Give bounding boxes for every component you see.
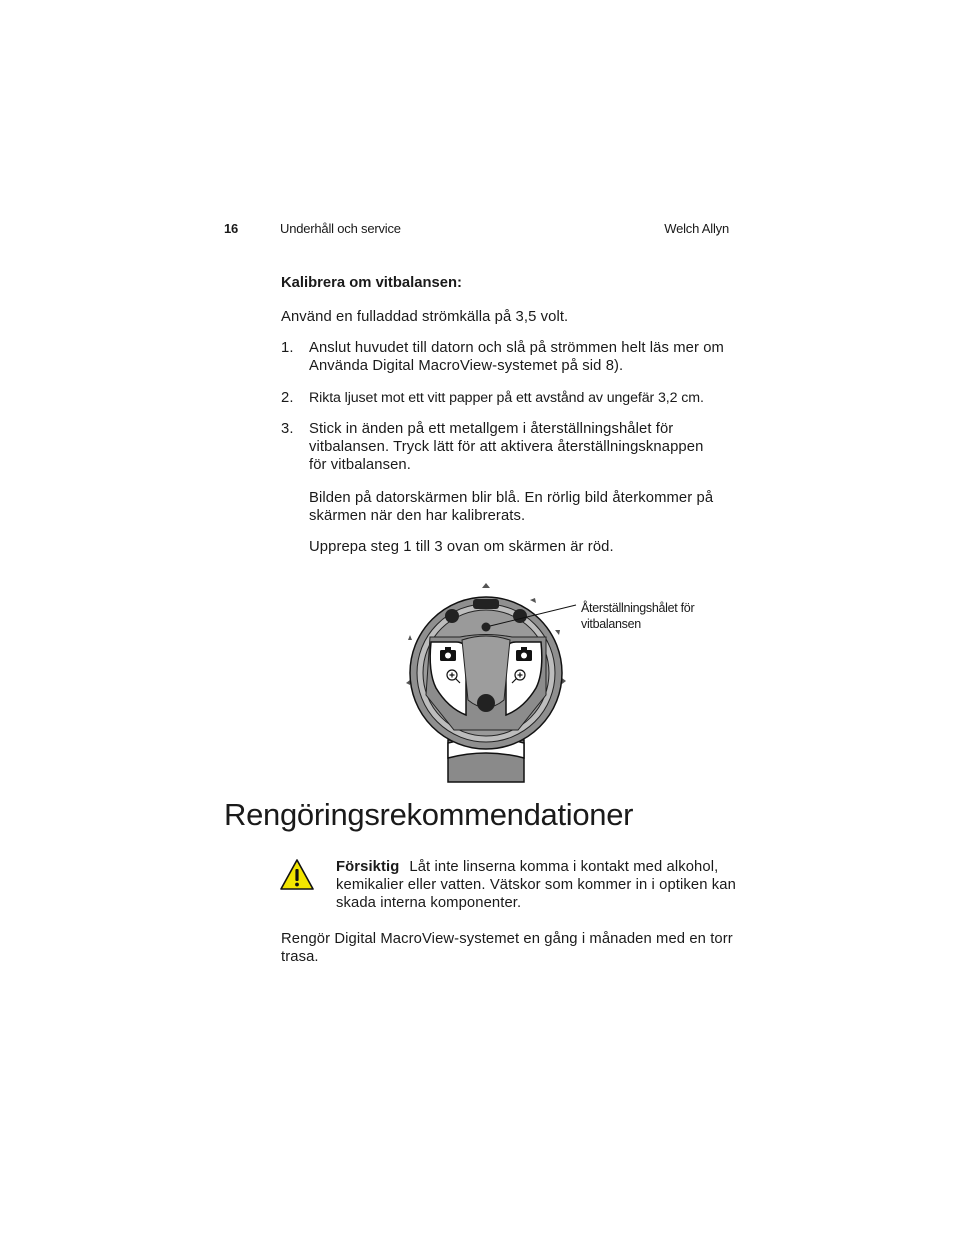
step-text: Anslut huvudet till datorn och slå på strömmen helt läs mer om Använda Digital MacroView-systemet på sid 8). <box>309 340 724 374</box>
step-text: Stick in änden på ett metallgem i återställningshålet för vitbalansen. Tryck lätt för att aktivera återställningsknappen för vitbalansen. <box>309 421 704 473</box>
step-number: 1. <box>281 340 294 356</box>
caution-note <box>336 858 736 912</box>
cleaning-text: Rengör Digital MacroView-systemet en gång i månaden med en torr trasa. <box>281 931 733 965</box>
step-note-red: Upprepa steg 1 till 3 ovan om skärmen är röd. <box>309 539 614 555</box>
device-head-illustration <box>400 580 600 785</box>
warning-icon <box>280 858 314 892</box>
page-number: 16 <box>224 221 239 236</box>
section-heading: Rengöringsrekommendationer <box>224 797 634 832</box>
calibration-intro: Använd en fulladdad strömkälla på 3,5 volt. <box>281 309 569 325</box>
running-brand: Welch Allyn <box>664 221 729 236</box>
caution-label: Försiktig <box>336 859 400 875</box>
figure-callout: Återställningshålet för vitbalansen <box>581 601 695 631</box>
white-balance-reset-hole <box>482 623 491 632</box>
caution-text: Låt inte linserna komma i kontakt med alkohol, kemikalier eller vatten. Vätskor som kommer in i optiken kan skada interna komponenter. <box>336 859 736 911</box>
step-text: Rikta ljuset mot ett vitt papper på ett avstånd av ungefär 3,2 cm. <box>309 390 704 406</box>
calibration-heading: Kalibrera om vitbalansen: <box>281 275 462 291</box>
step-number: 2. <box>281 390 294 406</box>
step-note-blue: Bilden på datorskärmen blir blå. En rörlig bild återkommer på skärmen när den har kalibrerats. <box>309 490 714 524</box>
step-number: 3. <box>281 421 294 437</box>
running-section-title: Underhåll och service <box>280 221 401 236</box>
